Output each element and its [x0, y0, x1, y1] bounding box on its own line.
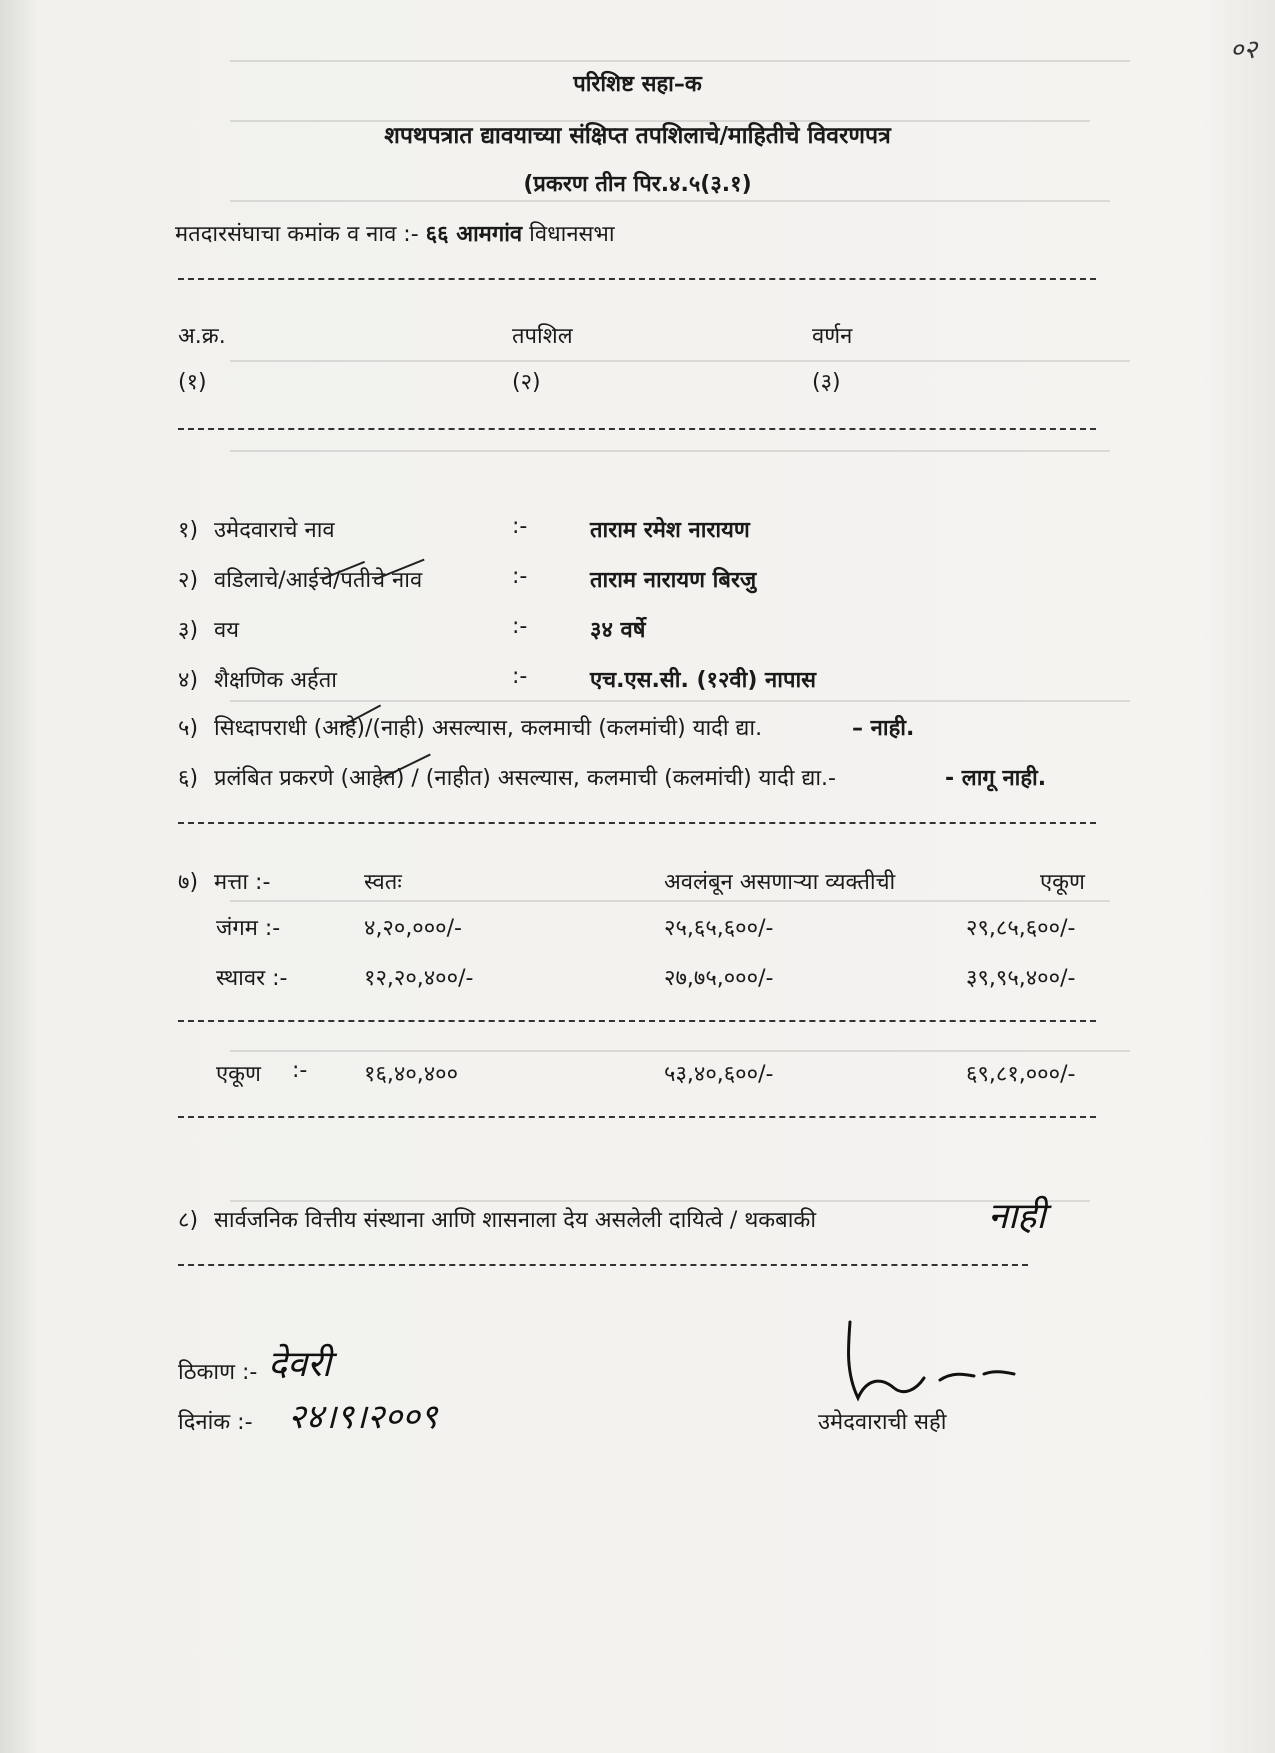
constituency-label: मतदारसंघाचा कमांक व नाव :-	[175, 222, 419, 247]
total-self: १६,४०,४००	[364, 1062, 459, 1087]
total-separator: :-	[292, 1058, 308, 1083]
pending-cases-answer: - लागू नाही.	[945, 766, 1047, 791]
liabilities-handwritten-answer: नाही	[988, 1196, 1046, 1237]
movable-label: जंगम :-	[216, 916, 281, 941]
movable-total: २९,८५,६००/-	[966, 916, 1076, 941]
total-label: एकूण	[216, 1062, 261, 1087]
col1-number: (१)	[178, 370, 207, 395]
immovable-dependents: २७,७५,०००/-	[664, 966, 774, 991]
item-number: ७)	[178, 870, 199, 895]
education-value: एच.एस.सी. (१२वी) नापास	[590, 668, 817, 693]
divider	[178, 278, 1096, 280]
place-handwritten: देवरी	[268, 1344, 332, 1385]
candidate-signature	[828, 1318, 1028, 1408]
item-number: ५)	[178, 716, 199, 741]
constituency-line	[175, 218, 615, 248]
assets-label: मत्ता :-	[214, 870, 271, 895]
movable-self: ४,२०,०००/-	[364, 916, 462, 941]
immovable-total: ३९,९५,४००/-	[966, 966, 1076, 991]
candidate-name: ताराम रमेश नारायण	[590, 518, 750, 543]
item-label: उमेदवाराचे नाव	[214, 518, 335, 543]
constituency-suffix: विधानसभा	[529, 222, 615, 247]
item-separator: :-	[512, 514, 528, 539]
divider	[178, 428, 1096, 430]
liabilities-question: सार्वजनिक वित्तीय संस्थाना आणि शासनाला देय असलेली दायित्वे / थकबाकी	[214, 1208, 817, 1233]
col2-number: (२)	[512, 370, 541, 395]
divider	[178, 822, 1096, 824]
document-title: शपथपत्रात द्यावयाच्या संक्षिप्त तपशिलाचे/माहितीचे विवरणपत्र	[384, 123, 891, 149]
parent-name: ताराम नारायण बिरजु	[590, 568, 757, 593]
col3-number: (३)	[812, 370, 841, 395]
immovable-label: स्थावर :-	[216, 966, 288, 991]
item-label: शैक्षणिक अर्हता	[214, 668, 337, 693]
col2-heading: तपशिल	[512, 324, 573, 349]
col1-heading: अ.क्र.	[178, 324, 226, 349]
col3-heading: वर्णन	[812, 324, 853, 349]
age-value: ३४ वर्षे	[590, 618, 646, 643]
assets-col-self: स्वतः	[364, 870, 402, 895]
item-separator: :-	[512, 564, 528, 589]
movable-dependents: २५,६५,६००/-	[664, 916, 774, 941]
conviction-question: सिध्दापराधी (आहे)/(नाही) असल्यास, कलमाची (कलमांची) यादी द्या.	[214, 716, 763, 741]
item-separator: :-	[512, 614, 528, 639]
grand-total: ६९,८१,०००/-	[966, 1062, 1076, 1087]
appendix-label: परिशिष्ट सहा–क	[573, 72, 702, 97]
constituency-value: ६६ आमगांव	[425, 222, 523, 247]
item-label: वय	[214, 618, 239, 643]
pending-cases-question: प्रलंबित प्रकरणे (आहेत) / (नाहीत) असल्यास, कलमाची (कलमांची) यादी द्या.-	[214, 766, 836, 791]
assets-col-dependents: अवलंबून असणाऱ्या व्यक्तीची	[664, 870, 896, 895]
signature-label: उमेदवाराची सही	[818, 1410, 947, 1435]
conviction-answer: – नाही.	[852, 716, 915, 741]
divider	[178, 1116, 1096, 1118]
item-label: वडिलाचे/आईचे/पतीचे नाव	[214, 568, 423, 593]
date-handwritten: २४।९।२००९	[288, 1397, 438, 1437]
item-number: ६)	[178, 766, 199, 791]
chapter-reference: (प्रकरण तीन पिर.४.५(३.१)	[523, 172, 752, 197]
immovable-self: १२,२०,४००/-	[364, 966, 474, 991]
item-number: २)	[178, 568, 199, 593]
place-label: ठिकाण :-	[178, 1360, 258, 1385]
page-number: ०२	[1229, 35, 1257, 65]
divider	[178, 1264, 1028, 1266]
item-number: १)	[178, 518, 199, 543]
item-separator: :-	[512, 664, 528, 689]
assets-col-total: एकूण	[1040, 870, 1085, 895]
date-label: दिनांक :-	[178, 1410, 253, 1435]
item-number: ८)	[178, 1208, 199, 1233]
divider	[178, 1020, 1096, 1022]
item-number: ३)	[178, 618, 199, 643]
item-number: ४)	[178, 668, 199, 693]
total-dependents: ५३,४०,६००/-	[664, 1062, 774, 1087]
